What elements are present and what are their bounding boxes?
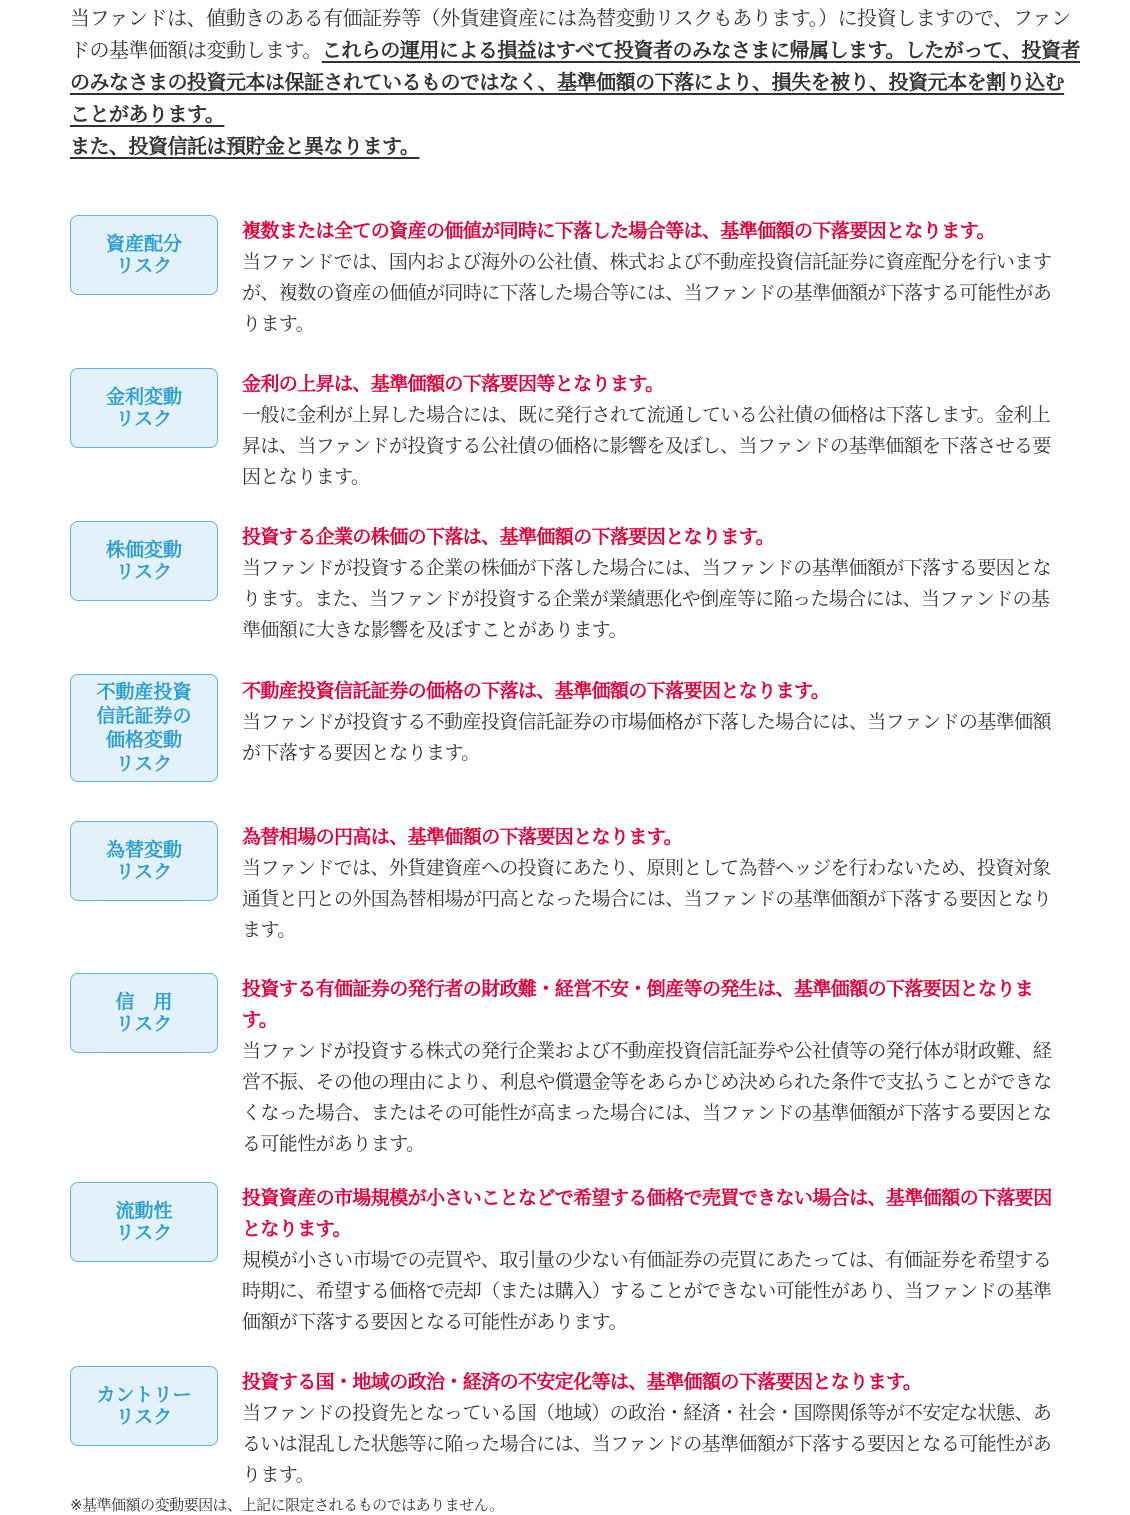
risk-label-badge: 信 用 リスク — [70, 973, 218, 1053]
risk-text: 当ファンドでは、外貨建資産への投資にあたり、原則として為替ヘッジを行わないため、投資対象通貨と円との外国為替相場が円高となった場合には、当ファンドの基準価額が下落する要因となります。 — [242, 857, 1052, 941]
risk-text: 当ファンドが投資する株式の発行企業および不動産投資信託証券や公社債等の発行体が財政難、経営不振、その他の理由により、利息や償還金等をあらかじめ決められた条件で支払うことができなくなった場合、またはその可能性が高まった場合には、当ファンドの基準価額が下落する要因となる可能性があります。 — [242, 1040, 1052, 1155]
risk-text: 当ファンドの投資先となっている国（地域）の政治・経済・社会・国際関係等が不安定な状態、あるいは混乱した状態等に陥った場合には、当ファンドの基準価額が下落する要因となる可能性があります。 — [242, 1402, 1052, 1486]
risk-text: 当ファンドでは、国内および海外の公社債、株式および不動産投資信託証券に資産配分を行いますが、複数の資産の価値が同時に下落した場合等には、当ファンドの基準価額が下落する可能性があります。 — [242, 251, 1052, 335]
intro-emphasis-text: これらの運用による損益はすべて投資者のみなさまに帰属します。したがって、投資者のみなさまの投資元本は保証されているものではなく、基準価額の下落により、損失を被り、投資元本を割り込むことがあります。 — [70, 38, 1081, 126]
risk-headline: 複数または全ての資産の価値が同時に下落した場合等は、基準価額の下落要因となります。 — [242, 220, 995, 242]
risk-description — [242, 369, 1062, 493]
risk-text: 当ファンドが投資する不動産投資信託証券の市場価格が下落した場合には、当ファンドの基準価額が下落する要因となります。 — [242, 711, 1051, 764]
intro-plain-text: 当ファンドは、値動きのある有価証券等（外貨建資産には為替変動リスクもあります。）に投資しますので、ファンドの基準価額は変動します。 — [70, 6, 1071, 62]
risk-label-badge: 為替変動 リスク — [70, 821, 218, 901]
risk-headline: 不動産投資信託証券の価格の下落は、基準価額の下落要因となります。 — [242, 680, 830, 702]
risk-description — [242, 676, 1062, 769]
risk-headline: 投資する国・地域の政治・経済の不安定化等は、基準価額の下落要因となります。 — [242, 1371, 922, 1393]
risk-headline: 投資資産の市場規模が小さいことなどで希望する価格で売買できない場合は、基準価額の下落要因となります。 — [242, 1187, 1052, 1240]
risk-headline: 投資する有価証券の発行者の財政難・経営不安・倒産等の発生は、基準価額の下落要因となります。 — [242, 978, 1034, 1031]
risk-text: 一般に金利が上昇した場合には、既に発行されて流通している公社債の価格は下落します。金利上昇は、当ファンドが投資する公社債の価格に影響を及ぼし、当ファンドの基準価額を下落させる要因となります。 — [242, 404, 1051, 488]
risk-description — [242, 1367, 1062, 1491]
risk-label-badge: 資産配分 リスク — [70, 215, 218, 295]
intro-paragraph — [70, 2, 1080, 162]
footnote: ※基準価額の変動要因は、上記に限定されるものではありません。 — [70, 1496, 504, 1514]
risk-text: 規模が小さい市場での売買や、取引量の少ない有価証券の売買にあたっては、有価証券を希望する時期に、希望する価格で売却（または購入）することができない可能性があり、当ファンドの基準価額が下落する要因となる可能性があります。 — [242, 1249, 1052, 1333]
risk-description — [242, 1183, 1062, 1338]
risk-label-badge: カントリー リスク — [70, 1366, 218, 1446]
risk-description — [242, 822, 1062, 946]
risk-label-badge: 株価変動 リスク — [70, 521, 218, 601]
risk-headline: 金利の上昇は、基準価額の下落要因等となります。 — [242, 373, 664, 395]
risk-description — [242, 522, 1062, 646]
intro-emphasis-text-2: また、投資信託は預貯金と異なります。 — [70, 134, 420, 158]
risk-label-badge: 金利変動 リスク — [70, 368, 218, 448]
risk-label-badge: 不動産投資 信託証券の 価格変動 リスク — [70, 674, 218, 782]
risk-headline: 為替相場の円高は、基準価額の下落要因となります。 — [242, 826, 683, 848]
risk-headline: 投資する企業の株価の下落は、基準価額の下落要因となります。 — [242, 526, 775, 548]
risk-description — [242, 974, 1062, 1160]
risk-description — [242, 216, 1062, 340]
risk-text: 当ファンドが投資する企業の株価が下落した場合には、当ファンドの基準価額が下落する要因となります。また、当ファンドが投資する企業が業績悪化や倒産等に陥った場合には、当ファンドの基準価額に大きな影響を及ぼすことがあります。 — [242, 557, 1051, 641]
risk-label-badge: 流動性 リスク — [70, 1182, 218, 1262]
